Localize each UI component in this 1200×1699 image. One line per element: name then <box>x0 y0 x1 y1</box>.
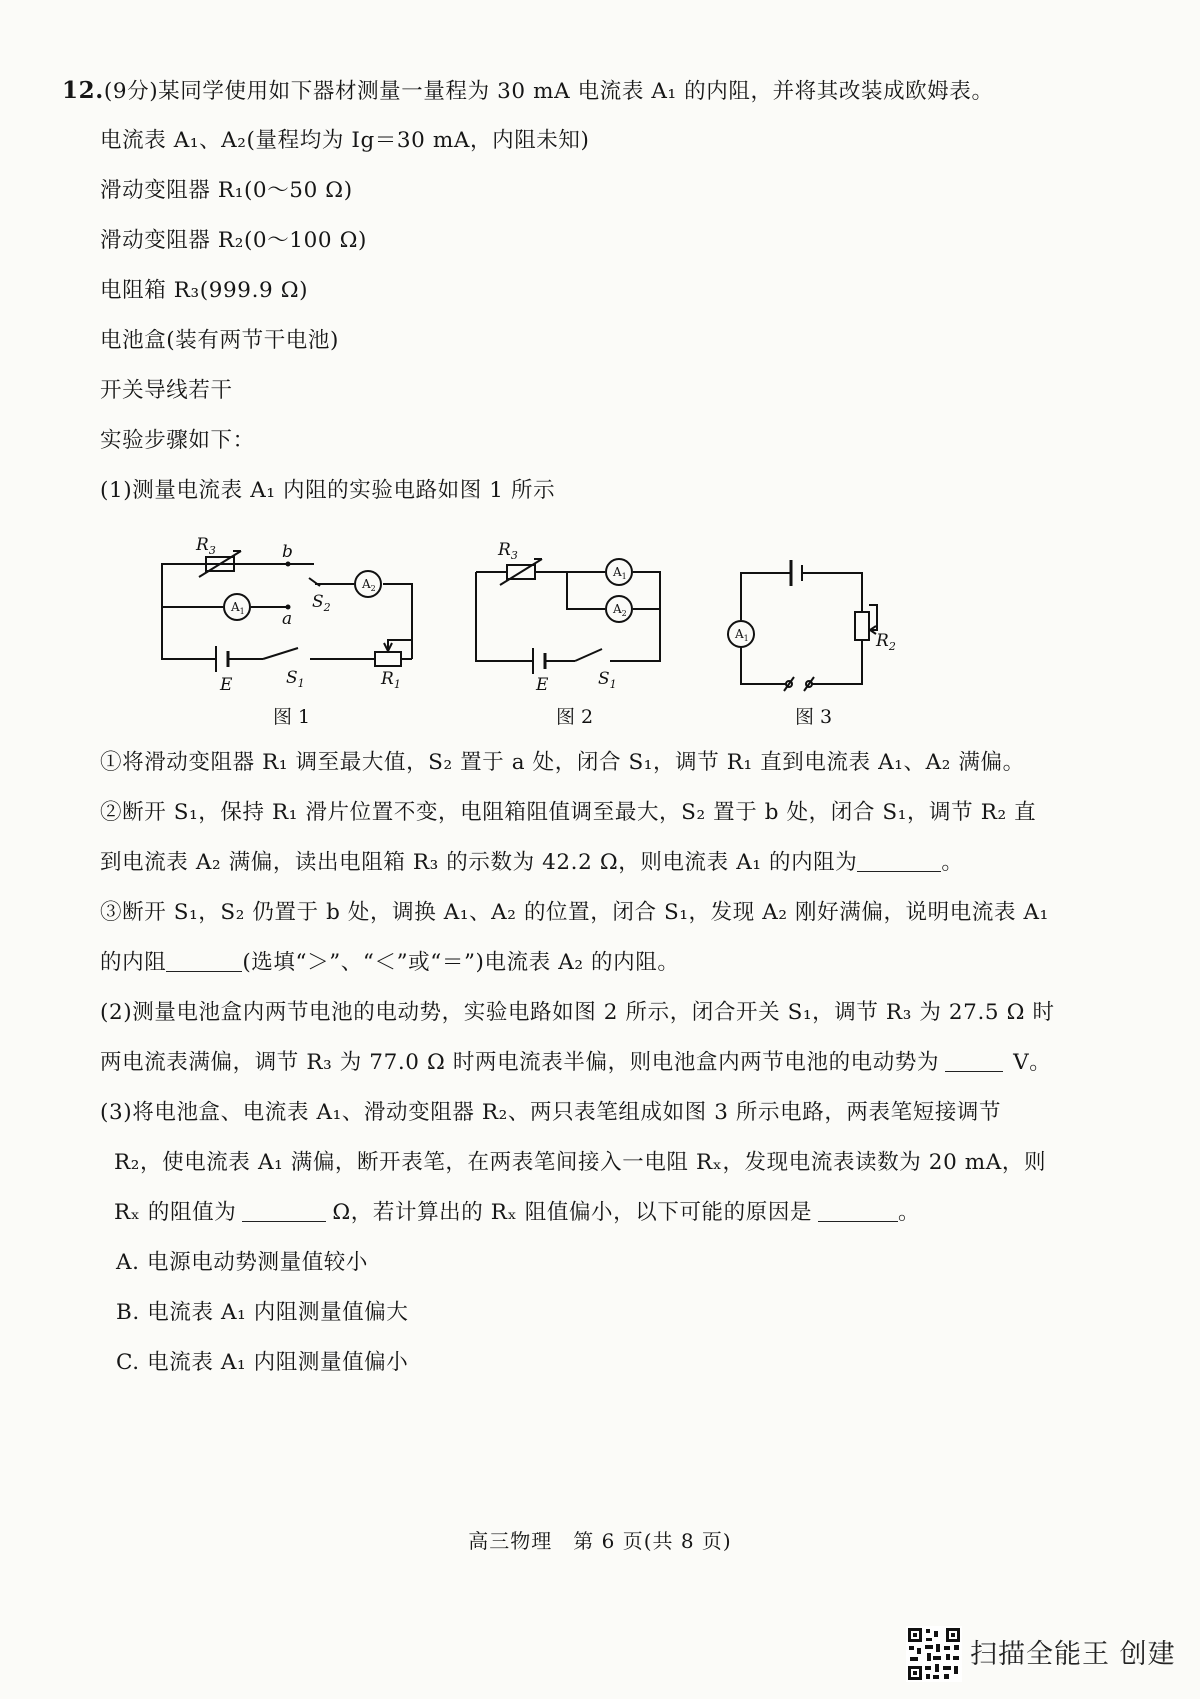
part2-line2: 两电流表满偏，调节 R₃ 为 77.0 Ω 时两电流表半偏，则电池盒内两节电池的电动势为 V。 <box>100 1050 1052 1075</box>
fig1-meter-a2: $A_2$ <box>362 577 376 593</box>
answer-blank-rx[interactable] <box>242 1199 326 1222</box>
part2-line1: (2)测量电池盒内两节电池的电动势，实验电路如图 2 所示，闭合开关 S₁，调节 R₃ 为 27.5 Ω 时 <box>100 1000 1055 1025</box>
equipment-item-5: 电池盒(装有两节干电池) <box>100 328 339 353</box>
fig1-label-b: b <box>282 542 293 562</box>
fig1-label-e: E <box>220 675 233 695</box>
option-a: A. 电源电动势测量值较小 <box>116 1250 368 1275</box>
fig2-meter-a1: $A_1$ <box>613 565 627 581</box>
answer-blank-reason[interactable] <box>818 1199 898 1222</box>
fig1-label-r3: $R_3$ <box>196 535 216 557</box>
part3-line2: R₂，使电流表 A₁ 满偏，断开表笔，在两表笔间接入一电阻 Rₓ，发现电流表读数为 20 mA，则 <box>114 1150 1047 1175</box>
fig2-caption: 图 2 <box>556 706 594 728</box>
figure-3-circuit <box>728 560 877 691</box>
qr-code-icon <box>906 1626 962 1682</box>
fig1-label-a: a <box>282 609 293 629</box>
part1-step1: ①将滑动变阻器 R₁ 调至最大值，S₂ 置于 a 处，闭合 S₁，调节 R₁ 直到电流表 A₁、A₂ 满偏。 <box>100 750 1025 775</box>
figure-2-circuit <box>476 559 660 674</box>
part3-line1: (3)将电池盒、电流表 A₁、滑动变阻器 R₂、两只表笔组成如图 3 所示电路，两表笔短接调节 <box>100 1100 1002 1125</box>
equipment-item-6: 开关导线若干 <box>100 378 233 403</box>
part1-step3-line2: 的内阻 (选填“＞”、“＜”或“＝”)电流表 A₂ 的内阻。 <box>100 950 680 975</box>
fig2-meter-a2: $A_2$ <box>613 602 627 618</box>
steps-title: 实验步骤如下： <box>100 428 255 453</box>
fig1-meter-a1: $A_1$ <box>231 600 245 616</box>
option-b: B. 电流表 A₁ 内阻测量值偏大 <box>116 1300 409 1325</box>
option-c: C. 电流表 A₁ 内阻测量值偏小 <box>116 1350 409 1375</box>
part1-title: (1)测量电流表 A₁ 内阻的实验电路如图 1 所示 <box>100 478 556 503</box>
question-intro: (9分)某同学使用如下器材测量一量程为 30 mA 电流表 A₁ 的内阻，并将其改装成欧姆表。 <box>103 79 994 104</box>
part1-step3-line1: ③断开 S₁，S₂ 仍置于 b 处，调换 A₁、A₂ 的位置，闭合 S₁，发现 A₂ 刚好满偏，说明电流表 A₁ <box>100 900 1049 925</box>
part1-step2-line1: ②断开 S₁，保持 R₁ 滑片位置不变，电阻箱阻值调至最大，S₂ 置于 b 处，闭合 S₁，调节 R₂ 直 <box>100 800 1037 825</box>
fig1-label-s1: $S_1$ <box>286 668 305 690</box>
fig1-label-r1: $R_1$ <box>381 669 401 691</box>
scanner-watermark: 扫描全能王 创建 <box>970 1639 1176 1670</box>
page-footer: 高三物理 第 6 页(共 8 页) <box>468 1529 732 1553</box>
equipment-item-4: 电阻箱 R₃(999.9 Ω) <box>100 278 309 303</box>
fig2-label-s1: $S_1$ <box>598 669 617 691</box>
fig2-label-r3: $R_3$ <box>498 540 518 562</box>
equipment-item-1: 电流表 A₁、A₂(量程均为 Ig＝30 mA，内阻未知) <box>100 128 590 153</box>
part3-line3: Rₓ 的阻值为 Ω，若计算出的 Rₓ 阻值偏小，以下可能的原因是 。 <box>114 1200 921 1225</box>
fig3-meter-a1: $A_1$ <box>735 627 749 643</box>
answer-blank-a1-resistance[interactable] <box>857 849 941 872</box>
equipment-item-3: 滑动变阻器 R₂(0～100 Ω) <box>100 228 367 253</box>
fig3-label-r2: $R_2$ <box>876 631 896 653</box>
fig1-label-s2: $S_2$ <box>312 592 331 614</box>
question-number: 12. <box>62 77 104 104</box>
fig2-label-e: E <box>536 675 549 695</box>
fig3-caption: 图 3 <box>795 706 833 728</box>
part1-step2-line2: 到电流表 A₂ 满偏，读出电阻箱 R₃ 的示数为 42.2 Ω，则电流表 A₁ 的内阻为 。 <box>100 850 964 875</box>
fig1-caption: 图 1 <box>273 706 311 728</box>
equipment-item-2: 滑动变阻器 R₁(0～50 Ω) <box>100 178 353 203</box>
answer-blank-compare[interactable] <box>166 949 242 972</box>
answer-blank-emf[interactable] <box>945 1049 1003 1072</box>
